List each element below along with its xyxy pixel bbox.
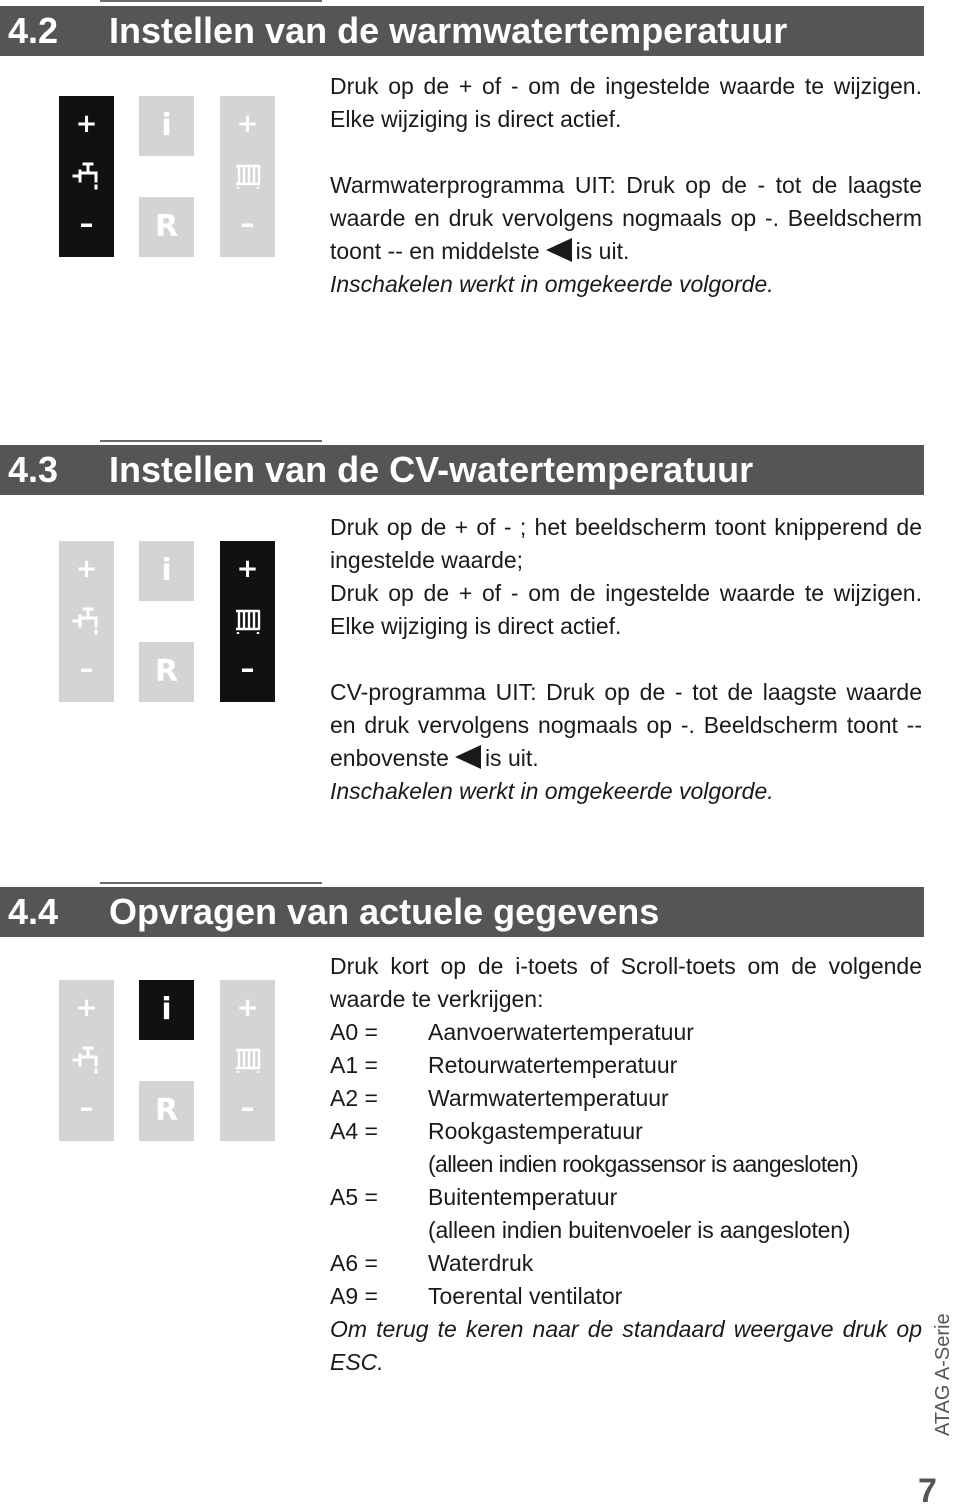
dhw-key[interactable] [59, 96, 114, 257]
plus-button[interactable]: + [236, 993, 259, 1023]
code: A5 = [330, 1184, 378, 1210]
radiator-icon [233, 605, 263, 635]
radiator-icon [233, 1044, 263, 1074]
tap-icon [72, 605, 102, 635]
section-title: Opvragen van actuele gegevens [109, 891, 660, 932]
note: (alleen indien buitenvoeler is aangesloten) [428, 1217, 851, 1243]
section-title: Instellen van de CV-watertemperatuur [109, 449, 754, 490]
minus-button[interactable]: – [79, 652, 94, 685]
list-item [330, 1247, 922, 1280]
header-rule [100, 882, 322, 884]
paragraph-italic: Om terug te keren naar de standaard weergave druk op ESC. [330, 1316, 922, 1375]
ch-key[interactable] [220, 541, 275, 702]
code: A6 = [330, 1250, 378, 1276]
code: A2 = [330, 1085, 378, 1111]
section-body [330, 70, 922, 301]
reset-key[interactable] [139, 642, 194, 702]
reset-label: R [154, 654, 179, 689]
tap-icon [72, 160, 102, 190]
list-item-note [330, 1214, 922, 1247]
info-key[interactable] [139, 96, 194, 156]
ch-key[interactable] [220, 980, 275, 1141]
paragraph: Druk op de + of - ; het beeldscherm toont knipperend de ingestelde waarde; [330, 514, 922, 573]
header-rule [100, 0, 322, 2]
page-number: 7 [918, 1472, 937, 1510]
note: (alleen indien rookgassensor is aangesloten) [428, 1151, 859, 1177]
minus-button[interactable]: – [79, 1091, 94, 1124]
ch-key[interactable] [220, 96, 275, 257]
radiator-icon [233, 160, 263, 190]
reset-key[interactable] [139, 197, 194, 257]
paragraph [330, 676, 922, 775]
section-body [330, 511, 922, 808]
list-item [330, 1181, 922, 1214]
header-rule [100, 440, 322, 442]
label: Aanvoerwatertemperatuur [428, 1019, 694, 1045]
list-item-note [330, 1148, 922, 1181]
list-item [330, 1115, 922, 1148]
paragraph [330, 169, 922, 268]
reset-label: R [154, 1093, 179, 1128]
section-header [0, 445, 924, 495]
info-key[interactable] [139, 980, 194, 1040]
reset-label: R [154, 209, 179, 244]
tap-icon [72, 1044, 102, 1074]
arrow-left-icon [546, 238, 572, 262]
section-title: Instellen van de warmwatertemperatuur [109, 10, 788, 51]
arrow-left-icon [455, 745, 481, 769]
list-item [330, 1082, 922, 1115]
section-number: 4.2 [8, 10, 59, 51]
label: Buitentemperatuur [428, 1184, 618, 1210]
plus-button[interactable]: + [75, 993, 98, 1023]
plus-button[interactable]: + [75, 554, 98, 584]
paragraph-text: is uit. [484, 745, 539, 771]
info-icon: i [161, 992, 172, 1027]
section-body [330, 950, 922, 1379]
label: Rookgastemperatuur [428, 1118, 643, 1144]
info-icon: i [161, 108, 172, 143]
reset-key[interactable] [139, 1081, 194, 1141]
code: A1 = [330, 1052, 378, 1078]
list-item [330, 1049, 922, 1082]
list-item [330, 1016, 922, 1049]
readout-list [330, 1016, 922, 1313]
label: Toerental ventilator [428, 1283, 623, 1309]
code: A9 = [330, 1283, 378, 1309]
section-header [0, 887, 924, 937]
section-header [0, 6, 924, 56]
series-label-text: ATAG A-Serie [932, 1313, 954, 1436]
paragraph-text: CV-programma UIT: Druk op de - tot de laagste waarde en druk vervolgens nogmaals op -. Beeldscherm toont -- enbovenste [330, 679, 922, 771]
minus-button[interactable]: – [79, 207, 94, 240]
list-item [330, 1280, 922, 1313]
label: Warmwatertemperatuur [428, 1085, 669, 1111]
dhw-key[interactable] [59, 541, 114, 702]
label: Waterdruk [428, 1250, 534, 1276]
paragraph: Druk kort op de i-toets of Scroll-toets om de volgende waarde te verkrijgen: [330, 953, 922, 1012]
paragraph: Druk op de + of - om de ingestelde waarde te wijzigen. Elke wijziging is direct actief. [330, 580, 922, 639]
paragraph: Druk op de + of - om de ingestelde waarde te wijzigen. Elke wijziging is direct actief. [330, 73, 922, 132]
label: Retourwatertemperatuur [428, 1052, 678, 1078]
section-number: 4.4 [8, 891, 59, 932]
paragraph-text: is uit. [575, 238, 630, 264]
plus-button[interactable]: + [75, 109, 98, 139]
plus-button[interactable]: + [236, 554, 259, 584]
paragraph-text: Warmwaterprogramma UIT: Druk op de - tot de laagste waarde en druk vervolgens nogmaals op -. Beeldscherm toont -- en middelste [330, 172, 922, 264]
plus-button[interactable]: + [236, 109, 259, 139]
code: A4 = [330, 1118, 378, 1144]
paragraph-italic: Inschakelen werkt in omgekeerde volgorde. [330, 271, 774, 297]
code: A0 = [330, 1019, 378, 1045]
section-number: 4.3 [8, 449, 59, 490]
minus-button[interactable]: – [240, 1091, 255, 1124]
info-icon: i [161, 553, 172, 588]
minus-button[interactable]: – [240, 652, 255, 685]
dhw-key[interactable] [59, 980, 114, 1141]
info-key[interactable] [139, 541, 194, 601]
minus-button[interactable]: – [240, 207, 255, 240]
paragraph-italic: Inschakelen werkt in omgekeerde volgorde. [330, 778, 774, 804]
